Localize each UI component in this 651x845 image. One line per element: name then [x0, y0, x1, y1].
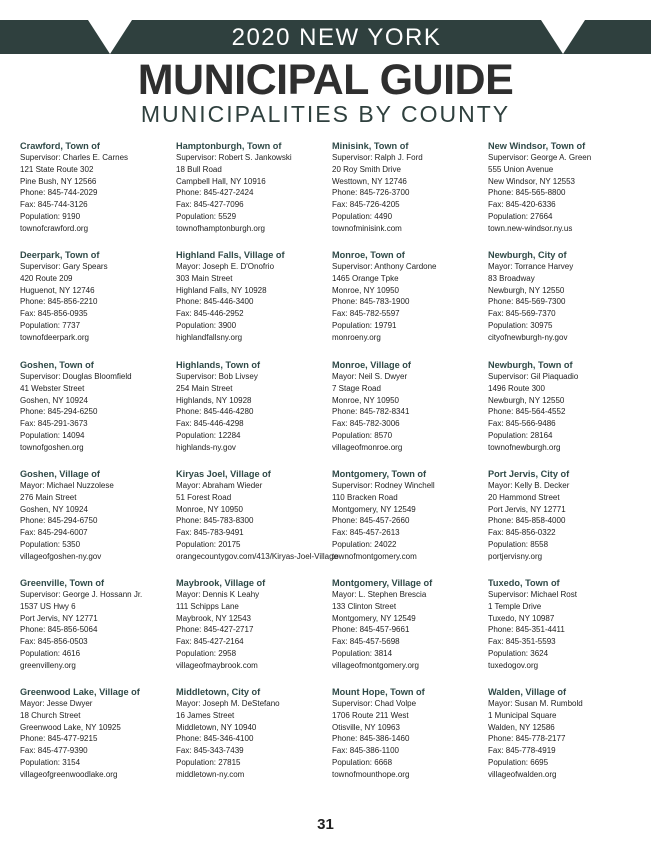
municipality-detail-line: Population: 8570: [332, 430, 393, 440]
municipality-detail-line: Phone: 845-386-1460: [332, 734, 410, 744]
municipality-detail-line: Montgomery, NY 12549: [332, 504, 416, 514]
municipality-detail-line: Fax: 845-427-7096: [176, 200, 244, 210]
municipality-detail-line: Fax: 845-726-4205: [332, 200, 400, 210]
municipality-detail-line: New Windsor, NY 12553: [488, 176, 576, 186]
municipality-detail-line: townofcrawford.org: [20, 223, 89, 233]
municipality-detail-line: Phone: 845-477-9215: [20, 734, 98, 744]
municipality-detail-line: Fax: 845-477-9390: [20, 746, 88, 756]
municipality-detail-line: Highland Falls, NY 10928: [176, 285, 267, 295]
municipality-detail-line: 16 James Street: [176, 710, 235, 720]
municipality-detail-line: 7 Stage Road: [332, 383, 381, 393]
municipality-detail-line: Fax: 845-856-0322: [488, 528, 556, 538]
municipality-detail-line: Fax: 845-446-2952: [176, 309, 244, 319]
municipality-detail-line: Fax: 845-294-6007: [20, 528, 88, 538]
municipality-detail-line: 276 Main Street: [20, 492, 77, 502]
municipality-detail-line: Fax: 845-457-5698: [332, 637, 400, 647]
municipality-detail-line: Population: 28164: [488, 430, 553, 440]
municipality-detail-line: 303 Main Street: [176, 273, 233, 283]
municipality-name: Newburgh, City of: [488, 250, 567, 260]
municipality-entry: [488, 140, 648, 235]
municipality-detail-line: Fax: 845-351-5593: [488, 637, 556, 647]
municipality-detail-line: Phone: 845-446-3400: [176, 297, 254, 307]
banner-text: 2020 NEW YORK: [231, 24, 442, 51]
municipality-detail-line: Supervisor: Gil Piaquadio: [488, 372, 579, 381]
municipality-detail-line: Fax: 845-783-9491: [176, 528, 244, 538]
municipality-detail-line: 420 Route 209: [20, 273, 73, 283]
municipality-entry: [332, 359, 492, 454]
municipality-detail-line: Supervisor: Chad Volpe: [332, 699, 417, 708]
municipality-detail-line: Phone: 845-351-4411: [488, 625, 565, 635]
municipality-detail-line: Fax: 845-569-7370: [488, 309, 556, 319]
municipality-detail-line: Population: 3814: [332, 648, 393, 658]
municipality-entry: [332, 249, 492, 344]
municipality-entry: [332, 686, 492, 781]
municipality-detail-line: Population: 27664: [488, 211, 553, 221]
municipality-detail-line: townofnewburgh.org: [488, 442, 561, 452]
municipality-detail-line: Supervisor: Douglas Bloomfield: [20, 372, 132, 381]
municipality-entry: [20, 468, 180, 563]
municipality-entry: [20, 249, 180, 344]
municipality-detail-line: 18 Bull Road: [176, 164, 222, 174]
municipality-name: Walden, Village of: [488, 687, 567, 697]
municipality-name: Crawford, Town of: [20, 141, 100, 151]
municipality-detail-line: Mayor: Susan M. Rumbold: [488, 699, 583, 708]
municipality-detail-line: highlands-ny.gov: [176, 442, 236, 452]
municipality-detail-line: 51 Forest Road: [176, 492, 232, 502]
municipality-detail-line: Fax: 845-856-0503: [20, 637, 88, 647]
municipality-detail-line: Phone: 845-446-4280: [176, 407, 254, 417]
municipality-detail-line: 1537 US Hwy 6: [20, 601, 76, 611]
municipality-detail-line: Mayor: Joseph E. D'Onofrio: [176, 262, 275, 271]
municipality-detail-line: villageofgoshen-ny.gov: [20, 551, 102, 561]
municipality-detail-line: Phone: 845-856-2210: [20, 297, 98, 307]
municipality-entry: [332, 577, 492, 672]
municipality-entry: [20, 686, 180, 781]
municipality-detail-line: Population: 3900: [176, 320, 237, 330]
municipality-name: Highland Falls, Village of: [176, 250, 285, 260]
municipality-detail-line: Population: 2958: [176, 648, 237, 658]
municipality-detail-line: 1 Municipal Square: [488, 710, 557, 720]
municipality-detail-line: Port Jervis, NY 12771: [20, 613, 98, 623]
municipality-entry: [488, 468, 648, 563]
municipality-detail-line: Pine Bush, NY 12566: [20, 176, 97, 186]
municipality-detail-line: highlandfallsny.org: [176, 332, 243, 342]
municipality-detail-line: townofmontgomery.com: [332, 551, 417, 561]
municipality-detail-line: 254 Main Street: [176, 383, 233, 393]
municipality-detail-line: Phone: 845-427-2424: [176, 188, 254, 198]
municipality-detail-line: Population: 19791: [332, 320, 397, 330]
municipality-detail-line: Huguenot, NY 12746: [20, 285, 95, 295]
municipality-detail-line: Monroe, NY 10950: [176, 504, 244, 514]
municipality-detail-line: townofmounthope.org: [332, 769, 410, 779]
municipality-detail-line: Population: 8558: [488, 539, 549, 549]
municipality-entry: [176, 686, 336, 781]
municipality-detail-line: Population: 6668: [332, 757, 393, 767]
municipality-detail-line: Fax: 845-457-2613: [332, 528, 400, 538]
municipality-detail-line: Phone: 845-427-2717: [176, 625, 254, 635]
municipality-detail-line: Fax: 845-782-5597: [332, 309, 400, 319]
municipality-detail-line: Population: 5529: [176, 211, 237, 221]
municipality-detail-line: Mayor: Dennis K Leahy: [176, 590, 260, 599]
municipality-detail-line: 555 Union Avenue: [488, 164, 554, 174]
municipality-name: Monroe, Town of: [332, 250, 405, 260]
municipality-detail-line: Mayor: L. Stephen Brescia: [332, 590, 427, 599]
municipality-detail-line: 133 Clinton Street: [332, 601, 397, 611]
municipality-detail-line: town.new-windsor.ny.us: [488, 223, 573, 233]
municipality-detail-line: Otisville, NY 10963: [332, 722, 400, 732]
municipality-name: Goshen, Town of: [20, 360, 94, 370]
municipality-detail-line: Phone: 845-346-4100: [176, 734, 254, 744]
municipality-detail-line: Supervisor: George J. Hossann Jr.: [20, 590, 143, 599]
municipality-detail-line: Supervisor: Ralph J. Ford: [332, 153, 423, 162]
page-title: MUNICIPAL GUIDE: [137, 56, 514, 104]
municipality-detail-line: townofdeerpark.org: [20, 332, 89, 342]
municipality-detail-line: Supervisor: Robert S. Jankowski: [176, 153, 292, 162]
municipality-detail-line: portjervisny.org: [488, 551, 543, 561]
municipality-entry: [20, 140, 180, 235]
municipality-name: Hamptonburgh, Town of: [176, 141, 282, 151]
municipality-entry: [332, 468, 492, 563]
municipality-detail-line: Fax: 845-744-3126: [20, 200, 88, 210]
municipality-detail-line: Fax: 845-386-1100: [332, 746, 400, 756]
municipality-detail-line: Population: 6695: [488, 757, 549, 767]
municipality-detail-line: Population: 5350: [20, 539, 81, 549]
municipality-detail-line: Population: 27815: [176, 757, 241, 767]
municipality-detail-line: Middletown, NY 10940: [176, 722, 257, 732]
municipality-detail-line: Campbell Hall, NY 10916: [176, 176, 266, 186]
municipality-detail-line: Phone: 845-457-2660: [332, 516, 410, 526]
municipality-detail-line: 1496 Route 300: [488, 383, 545, 393]
municipality-detail-line: Fax: 845-446-4298: [176, 419, 244, 429]
municipality-detail-line: Phone: 845-858-4000: [488, 516, 566, 526]
municipality-detail-line: Mayor: Abraham Wieder: [176, 481, 263, 490]
municipality-detail-line: 20 Roy Smith Drive: [332, 164, 401, 174]
municipality-name: Kiryas Joel, Village of: [176, 469, 271, 479]
municipality-detail-line: Population: 12284: [176, 430, 241, 440]
municipality-detail-line: monroeny.org: [332, 332, 381, 342]
municipality-name: Greenwood Lake, Village of: [20, 687, 140, 697]
municipality-name: New Windsor, Town of: [488, 141, 586, 151]
municipality-detail-line: Population: 3624: [488, 648, 549, 658]
municipality-detail-line: villageofgreenwoodlake.org: [20, 769, 118, 779]
municipality-detail-line: villageofmaybrook.com: [176, 660, 258, 670]
municipality-name: Tuxedo, Town of: [488, 578, 560, 588]
municipality-detail-line: Supervisor: Bob Livsey: [176, 372, 258, 381]
municipality-detail-line: Phone: 845-294-6750: [20, 516, 98, 526]
municipality-detail-line: Fax: 845-778-4919: [488, 746, 556, 756]
municipality-detail-line: 111 Schipps Lane: [176, 601, 239, 611]
municipality-name: Montgomery, Town of: [332, 469, 427, 479]
municipality-detail-line: Tuxedo, NY 10987: [488, 613, 555, 623]
municipality-detail-line: Phone: 845-783-1900: [332, 297, 410, 307]
municipality-detail-line: 121 State Route 302: [20, 164, 94, 174]
municipality-detail-line: orangecountygov.com/413/Kiryas-Joel-Village: [176, 551, 339, 561]
municipality-detail-line: middletown-ny.com: [176, 769, 245, 779]
municipality-entry: [488, 249, 648, 344]
municipality-detail-line: villageofwalden.org: [488, 769, 557, 779]
municipality-detail-line: 83 Broadway: [488, 273, 535, 283]
municipality-detail-line: Maybrook, NY 12543: [176, 613, 252, 623]
municipality-detail-line: 1 Temple Drive: [488, 601, 542, 611]
municipality-detail-line: Supervisor: Anthony Cardone: [332, 262, 437, 271]
municipality-detail-line: Newburgh, NY 12550: [488, 285, 565, 295]
municipality-detail-line: townofminisink.com: [332, 223, 402, 233]
municipality-detail-line: Greenwood Lake, NY 10925: [20, 722, 121, 732]
header-banner: [0, 20, 651, 54]
municipality-detail-line: 110 Bracken Road: [332, 492, 398, 502]
municipality-entry: [176, 577, 336, 672]
municipality-entry: [20, 359, 180, 454]
municipality-detail-line: Phone: 845-726-3700: [332, 188, 410, 198]
municipality-detail-line: 1465 Orange Tpke: [332, 273, 399, 283]
municipality-detail-line: Mayor: Torrance Harvey: [488, 262, 574, 271]
municipality-name: Greenville, Town of: [20, 578, 105, 588]
municipality-detail-line: Supervisor: George A. Green: [488, 153, 592, 162]
municipality-detail-line: Mayor: Kelly B. Decker: [488, 481, 570, 490]
municipality-entry: [176, 359, 336, 454]
municipality-detail-line: Fax: 845-291-3673: [20, 419, 88, 429]
municipality-detail-line: Goshen, NY 10924: [20, 395, 88, 405]
municipality-name: Highlands, Town of: [176, 360, 261, 370]
municipality-detail-line: 41 Webster Street: [20, 383, 85, 393]
municipality-detail-line: Phone: 845-783-8300: [176, 516, 254, 526]
municipality-detail-line: Phone: 845-856-5064: [20, 625, 98, 635]
municipality-name: Newburgh, Town of: [488, 360, 573, 370]
page-subtitle: MUNICIPALITIES BY COUNTY: [140, 101, 511, 127]
municipality-detail-line: Supervisor: Charles E. Carnes: [20, 153, 129, 162]
municipality-detail-line: cityofnewburgh-ny.gov: [488, 332, 568, 342]
municipality-detail-line: Mayor: Michael Nuzzolese: [20, 481, 114, 490]
municipality-entry: [488, 686, 648, 781]
municipality-detail-line: Phone: 845-565-8800: [488, 188, 566, 198]
page-number: 31: [317, 816, 334, 833]
municipality-detail-line: Population: 30975: [488, 320, 553, 330]
municipality-detail-line: Phone: 845-778-2177: [488, 734, 566, 744]
municipality-detail-line: Supervisor: Rodney Winchell: [332, 481, 435, 490]
municipality-detail-line: 1706 Route 211 West: [332, 710, 409, 720]
municipality-entry: [332, 140, 492, 235]
municipality-detail-line: Fax: 845-856-0935: [20, 309, 88, 319]
municipality-entry: [176, 468, 339, 563]
municipality-detail-line: villageofmontgomery.org: [332, 660, 420, 670]
municipality-detail-line: 20 Hammond Street: [488, 492, 560, 502]
municipality-detail-line: Mayor: Joseph M. DeStefano: [176, 699, 280, 708]
municipality-detail-line: Phone: 845-564-4552: [488, 407, 566, 417]
municipality-detail-line: Fax: 845-343-7439: [176, 746, 244, 756]
municipality-detail-line: 18 Church Street: [20, 710, 81, 720]
municipality-detail-line: Montgomery, NY 12549: [332, 613, 416, 623]
municipality-detail-line: Monroe, NY 10950: [332, 395, 400, 405]
municipality-detail-line: Phone: 845-782-8341: [332, 407, 410, 417]
municipality-entry: [488, 577, 648, 672]
municipality-name: Minisink, Town of: [332, 141, 409, 151]
municipality-name: Mount Hope, Town of: [332, 687, 425, 697]
municipality-detail-line: Fax: 845-420-6336: [488, 200, 556, 210]
municipality-detail-line: Population: 24022: [332, 539, 397, 549]
municipality-detail-line: townofgoshen.org: [20, 442, 84, 452]
municipality-detail-line: Phone: 845-744-2029: [20, 188, 98, 198]
municipality-detail-line: Goshen, NY 10924: [20, 504, 88, 514]
municipality-name: Deerpark, Town of: [20, 250, 100, 260]
municipality-detail-line: Port Jervis, NY 12771: [488, 504, 566, 514]
municipality-detail-line: Fax: 845-566-9486: [488, 419, 556, 429]
municipality-name: Port Jervis, City of: [488, 469, 570, 479]
municipality-detail-line: townofhamptonburgh.org: [176, 223, 265, 233]
municipality-detail-line: Population: 4616: [20, 648, 81, 658]
municipality-detail-line: Mayor: Jesse Dwyer: [20, 699, 93, 708]
municipality-detail-line: Fax: 845-782-3006: [332, 419, 400, 429]
municipality-detail-line: Population: 7737: [20, 320, 81, 330]
municipality-detail-line: villageofmonroe.org: [332, 442, 403, 452]
municipality-detail-line: Phone: 845-457-9661: [332, 625, 410, 635]
municipality-entry: [176, 140, 336, 235]
municipality-entry: [488, 359, 648, 454]
municipality-detail-line: greenvilleny.org: [20, 660, 76, 670]
municipality-detail-line: Monroe, NY 10950: [332, 285, 400, 295]
municipality-directory: [20, 140, 640, 780]
municipality-name: Middletown, City of: [176, 687, 261, 697]
municipality-detail-line: Highlands, NY 10928: [176, 395, 252, 405]
municipality-entry: [20, 577, 180, 672]
municipality-detail-line: Walden, NY 12586: [488, 722, 555, 732]
municipality-detail-line: Mayor: Neil S. Dwyer: [332, 372, 408, 381]
municipality-detail-line: Fax: 845-427-2164: [176, 637, 244, 647]
municipality-detail-line: Supervisor: Gary Spears: [20, 262, 108, 271]
municipality-name: Goshen, Village of: [20, 469, 100, 479]
municipality-name: Monroe, Village of: [332, 360, 411, 370]
municipality-name: Maybrook, Village of: [176, 578, 266, 588]
municipality-detail-line: tuxedogov.org: [488, 660, 539, 670]
municipality-entry: [176, 249, 336, 344]
municipality-detail-line: Westtown, NY 12746: [332, 176, 407, 186]
municipality-detail-line: Phone: 845-569-7300: [488, 297, 566, 307]
municipality-name: Montgomery, Village of: [332, 578, 433, 588]
municipality-detail-line: Phone: 845-294-6250: [20, 407, 98, 417]
municipality-detail-line: Population: 4490: [332, 211, 393, 221]
municipality-detail-line: Population: 20175: [176, 539, 241, 549]
municipality-detail-line: Supervisor: Michael Rost: [488, 590, 577, 599]
municipality-detail-line: Population: 9190: [20, 211, 81, 221]
municipality-detail-line: Newburgh, NY 12550: [488, 395, 565, 405]
municipality-detail-line: Population: 3154: [20, 757, 81, 767]
municipality-detail-line: Population: 14094: [20, 430, 85, 440]
